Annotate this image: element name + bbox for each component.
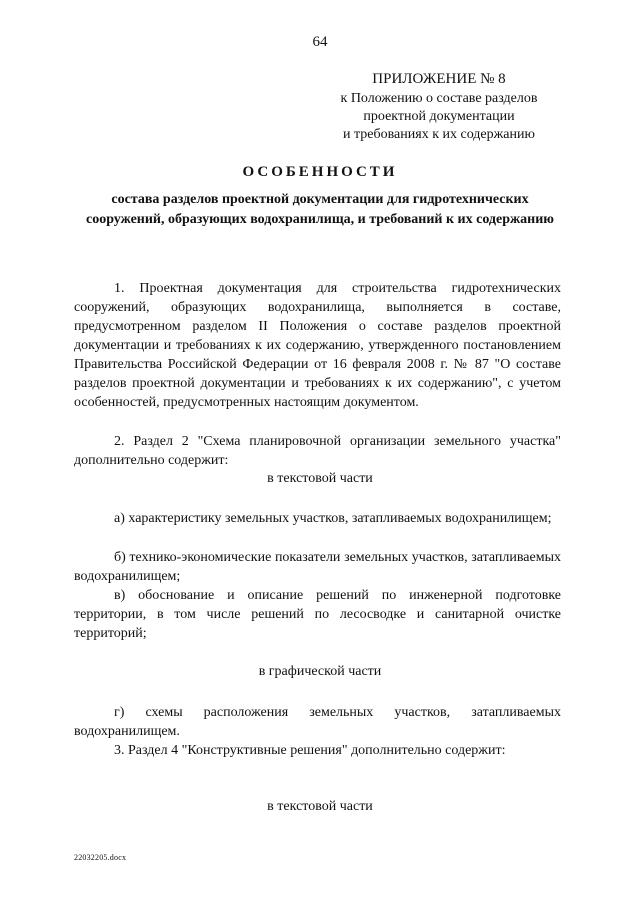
appendix-block: [320, 70, 558, 144]
textual-part-heading-1: в текстовой части: [267, 471, 373, 486]
textual-part-heading-2: в текстовой части: [267, 799, 373, 814]
paragraph-2: 2. Раздел 2 "Схема планировочной организации земельного участка" дополнительно содержит:: [74, 434, 561, 468]
document-subtitle: состава разделов проектной документации для гидротехнических сооружений, образующих водохранилища, и требований к их содержанию: [85, 192, 554, 227]
footer-document-code: 22032205.docx: [74, 853, 127, 862]
appendix-line-2: проектной документации: [363, 109, 515, 124]
list-item-v: в) обоснование и описание решений по инженерной подготовке территории, в том числе решений по лесосводке и санитарной очистке территорий;: [74, 588, 561, 641]
paragraph-3: 3. Раздел 4 "Конструктивные решения" дополнительно содержит:: [114, 743, 506, 758]
appendix-line-1: к Положению о составе разделов: [340, 91, 538, 106]
page-number: 64: [312, 34, 328, 50]
graphic-part-heading: в графической части: [258, 664, 382, 679]
list-item-a: а) характеристику земельных участков, затапливаемых водохранилищем;: [114, 511, 552, 526]
document-title: ОСОБЕННОСТИ: [242, 164, 398, 180]
list-item-g: г) схемы расположения земельных участков, затапливаемых водохранилищем.: [74, 705, 561, 739]
appendix-title: ПРИЛОЖЕНИЕ № 8: [372, 71, 506, 87]
list-item-b: б) технико-экономические показатели земельных участков, затапливаемых водохранилищем;: [74, 550, 561, 584]
paragraph-1: 1. Проектная документация для строительства гидротехнических сооружений, образующих водохранилища, выполняется в составе, предусмотренном разделом II Положения о составе разделов проектной документации и требованиях к их содержанию, утвержденного постановлением Правительства Российской Федерации от 16 февраля 2008 г. № 87 "О составе разделов проектной документации и требованиях к их содержанию", с учетом особенностей, предусмотренных настоящим документом.: [74, 281, 561, 410]
appendix-line-3: и требованиях к их содержанию: [343, 127, 535, 142]
